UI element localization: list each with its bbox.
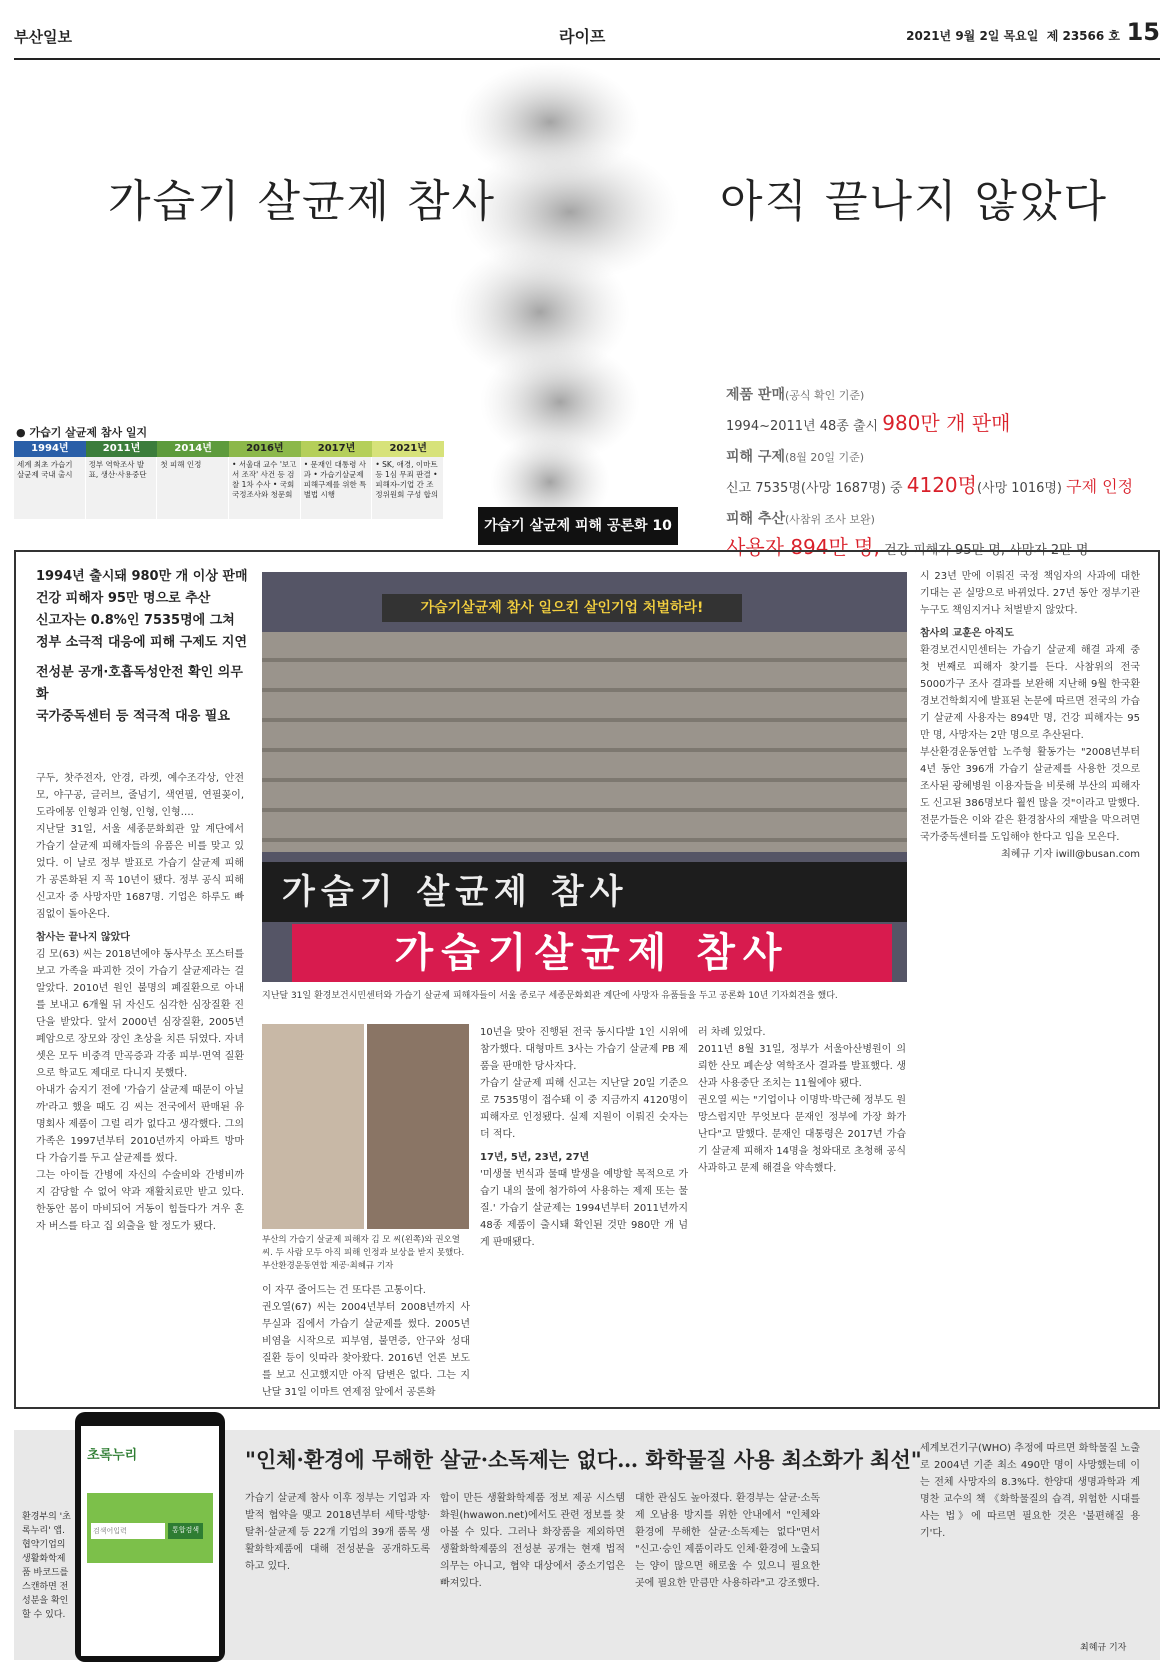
relief-highlight2: 구제 인정	[1066, 477, 1134, 496]
col1-p4: 아내가 숨지기 전에 '가습기 살균제 때문이 아닐까'라고 했을 때도 김 씨는 전국에서 판매된 유명회사 제품이 그럴 리가 없다고 생각했다. 그의 가족은 1997년부터 2010년까지 아파트 방마다 가습기를 두고 살균제를 썼다.	[36, 1085, 244, 1164]
column-5	[920, 568, 1140, 1402]
app-caption: 환경부의 '초록누리' 앱. 협약기업의 생활화학제품 바코드를 스캔하면 전성분을 확인할 수 있다.	[22, 1512, 71, 1620]
app-name: 초록누리	[87, 1448, 138, 1463]
sales-text: 1994~2011년 48종 출시	[726, 419, 883, 434]
photo-banner-bottom: 가습기살균제 참사	[292, 924, 892, 982]
photo-steps	[262, 632, 907, 852]
masthead	[14, 18, 1160, 60]
col1-p2: 지난달 31일, 서울 세종문화회관 앞 계단에서 가습기 살균제 피해자들의 유품은 비를 맞고 있었다. 이 날로 정부 발표로 가습기 살균제 피해가 공론화된 지 꼭 10년이 됐다. 정부 공식 피해 신고자 중 사망자만 1687명. 기업은 하루도 빠짐없이 돌아온다.	[36, 824, 244, 920]
relief-text2: (사망 1016명)	[976, 481, 1067, 496]
bottom-col-2: 합이 만든 생활화학제품 정보 제공 시스템 화원(hwawon.net)에서도 관련 정보를 찾아볼 수 있다. 그러나 화장품을 제외하면 생활화학제품의 전성분 공개는 현재 법적 의무는 아니고, 협약 대상에서 중소기업은 빠져있다.	[440, 1493, 625, 1589]
col3-p3: '미생물 번식과 물때 발생을 예방할 목적으로 가습기 내의 물에 첨가하여 사용하는 제제 또는 물질.' 가습기 살균제는 1994년부터 2011년까지 48종 제품이 출시돼 확인된 것만 980만 개 넘게 판매됐다.	[480, 1169, 688, 1248]
relief-text: 신고 7535명(사망 1687명) 중	[726, 481, 907, 496]
col5-p4: 전문가들은 이와 같은 환경참사의 재발을 막으려면 국가중독센터를 도입해야 한다고 입을 모은다.	[920, 815, 1140, 843]
sales-line	[726, 407, 1166, 436]
col4-p3: 권오열 씨는 "기업이나 이명박·박근혜 정부도 원망스럽지만 무엇보다 문재인 정부에 가장 화가 난다"고 말했다. 문재인 대통령은 2017년 가습기 살균제 피해자 14명을 청와대로 초청해 공식 사과하고 문제 해결을 약속했다.	[698, 1095, 906, 1174]
column-4	[698, 1024, 906, 1402]
col1-p1: 구두, 찻주전자, 안경, 라켓, 예수조각상, 안전모, 야구공, 글러브, 줄넘기, 색연필, 연필꽂이, 도라에몽 인형과 인형, 인형, 인형….	[36, 773, 244, 818]
subhead-5: 전성분 공개·호흡독성안전 확인 의무화	[36, 665, 243, 702]
subhead-4: 정부 소극적 대응에 피해 구제도 지연	[36, 635, 247, 650]
bottom-byline: 최혜규 기자	[1080, 1643, 1127, 1653]
col2-p1: 이 자꾸 줄어드는 건 또다른 고통이다.	[262, 1285, 426, 1296]
timeline-event: • 서울대 교수 '보고서 조작' 사건 등 검찰 1차 수사 • 국회 국정조사와 청문회	[229, 457, 301, 519]
subhead-3: 신고자는 0.8%인 7535명에 그쳐	[36, 613, 235, 628]
main-photo	[262, 572, 907, 982]
feature-caption: 가습기 살균제 피해 공론화 10년	[478, 507, 678, 545]
headline-right: 아직 끝나지 않았다	[720, 176, 1109, 227]
col4-p2: 2011년 8월 31일, 정부가 서울아산병원이 의뢰한 산모 폐손상 역학조사 결과를 발표했다. 생산과 사용중단 조치는 11월에야 됐다.	[698, 1044, 906, 1089]
main-photo-caption: 지난달 31일 환경보건시민센터와 가습기 살균제 피해자들이 서울 종로구 세종문화회관 계단에 사망자 유품들을 두고 공론화 10년 기자회견을 했다.	[262, 991, 838, 1001]
section-name: 라이프	[559, 27, 606, 46]
date-text: 2021년 9월 2일 목요일	[906, 29, 1039, 43]
estimate-text: 건강 피해자 95만 명, 사망자 2만 명	[879, 543, 1089, 558]
col4-p1: 러 차례 있었다.	[698, 1027, 766, 1038]
sales-highlight: 980만 개 판매	[882, 411, 1011, 435]
col5-p2: 환경보건시민센터는 가습기 살균제 해결 과제 중 첫 번째로 피해자 찾기를 든다. 사참위의 전국 5000가구 조사 결과를 보완해 지난해 9월 한국환경보건학회지에 발표된 논문에 따르면 전국의 가습기 살균제 사용자는 894만 명, 건강 피해자는 95만 명, 사망자는 2만 명으로 추산된다.	[920, 645, 1140, 741]
relief-label	[726, 446, 1166, 466]
col5-byline: 최혜규 기자 iwill@busan.com	[1001, 849, 1140, 860]
col1-p3: 김 모(63) 씨는 2018년에야 동사무소 포스터를 보고 가족을 파괴한 것이 가습기 살균제라는 걸 알았다. 2010년 원인 불명의 폐질환으로 아내를 보내고 6개월 뒤 자신도 심각한 심장질환 진단을 받았다. 앞서 2000년 심장질환, 2005년 폐암으로 장모와 장인 초상을 치른 뒤였다. 자녀 셋은 모두 비중격 만곡증과 각종 피부·면역 질환으로 학교도 제대로 다니지 못했다.	[36, 949, 244, 1079]
bottom-col-1: 가습기 살균제 참사 이후 정부는 기업과 자발적 협약을 맺고 2018년부터 세탁·방향·탈취·살균제 등 22개 기업의 39개 품목 생활화학제품에 대해 전성분을 공개하도록 하고 있다.	[245, 1493, 430, 1572]
sales-label-text: 제품 판매	[726, 387, 785, 403]
page-number: 15	[1126, 18, 1160, 46]
timeline-event: • SK, 애경, 이마트 등 1심 무죄 판결 • 피해자-기업 간 조정위원회 구성 합의	[372, 457, 444, 519]
estimate-label-text: 피해 추산	[726, 511, 785, 527]
smoke-illustration	[400, 62, 700, 542]
timeline-year: 2021년	[372, 441, 444, 457]
timeline-title: ● 가습기 살균제 참사 일지	[16, 426, 148, 439]
phone-illustration	[75, 1412, 225, 1662]
estimate-note: (사참위 조사 보완)	[784, 513, 875, 526]
timeline	[14, 441, 444, 519]
bottom-headline: "인체·환경에 무해한 살균·소독제는 없다… 화학물질 사용 최소화가 최선"	[245, 1447, 922, 1472]
timeline-event: • 문재인 대통령 사과 • 가습기살균제 피해구제를 위한 특별법 시행	[301, 457, 373, 519]
col3-heading: 17년, 5년, 23년, 27년	[480, 1152, 590, 1163]
subhead-6: 국가중독센터 등 적극적 대응 필요	[36, 709, 230, 724]
timeline-title-text: 가습기 살균제 참사 일지	[29, 426, 148, 439]
column-1	[36, 770, 244, 1400]
relief-note: (8월 20일 기준)	[784, 451, 865, 464]
app-search-input[interactable]	[91, 1523, 165, 1539]
issue-number: 제 23566 호	[1046, 29, 1120, 43]
stats-box	[726, 380, 1166, 570]
issue-date	[906, 27, 1120, 44]
photo-banner-top: 가습기살균제 참사 일으킨 살인기업 처벌하라!	[382, 594, 742, 622]
estimate-highlight: 사용자 894만 명,	[726, 535, 880, 559]
col2-p2: 권오열(67) 씨는 2004년부터 2008년까지 사무실과 집에서 가습기 살균제를 썼다. 2005년 비염을 시작으로 피부염, 불면증, 안구와 성대 질환 등이 잇따라 찾아왔다. 2016년 언론 보도를 보고 신고했지만 아직 답변은 없다. 그는 지난달 31일 이마트 연제점 앞에서 공론화	[262, 1302, 470, 1398]
phone-screen	[81, 1426, 219, 1656]
estimate-label	[726, 508, 1166, 528]
subheads	[36, 566, 251, 728]
subhead-1: 1994년 출시돼 980만 개 이상 판매	[36, 569, 248, 584]
timeline-event: 첫 피해 인정	[157, 457, 229, 519]
paper-name: 부산일보	[14, 28, 72, 46]
column-3	[480, 1024, 688, 1402]
col5-p3: 부산환경운동연합 노주형 활동가는 "2008년부터 4년 동안 396개 가습기 살균제를 사용한 것으로 조사된 광혜병원 이용자들을 비롯해 부산의 피해자도 신고된 386명보다 훨씬 많을 것"이라고 말했다.	[920, 747, 1140, 809]
sales-note: (공식 확인 기준)	[784, 389, 865, 402]
app-banner	[87, 1493, 213, 1563]
relief-label-text: 피해 구제	[726, 449, 785, 465]
timeline-year: 2014년	[157, 441, 229, 457]
bottom-col-4: 세계보건기구(WHO) 추정에 따르면 화학물질 노출로 2004년 기준 최소 490만 명이 사망했는데 이는 전체 사망자의 8.3%다. 한양대 생명과학과 계명찬 교수의 책 《화학물질의 습격, 위험한 시대를 사는 법》에 따르면 필요한 것은 '불편해질 용기'다.	[920, 1443, 1140, 1539]
timeline-year: 2016년	[229, 441, 301, 457]
col1-heading: 참사는 끝나지 않았다	[36, 932, 130, 943]
col3-p2: 가습기 살균제 피해 신고는 지난달 20일 기준으로 7535명이 접수돼 이 중 지금까지 4120명이 피해자로 인정됐다. 실제 지원이 이뤄진 숫자는 더 적다.	[480, 1078, 688, 1140]
subhead-2: 건강 피해자 95만 명으로 추산	[36, 591, 211, 606]
photo-banner-middle: 가습기 살균제 참사	[262, 862, 907, 922]
timeline-year: 2017년	[301, 441, 373, 457]
relief-highlight: 4120명	[906, 473, 977, 497]
col3-p1: 10년을 맞아 진행된 전국 동시다발 1인 시위에 참가했다. 대형마트 3사는 가습기 살균제 PB 제품을 판매한 당사자다.	[480, 1027, 688, 1072]
bottom-col-3: 대한 관심도 높아졌다. 환경부는 살균·소독제 오남용 방지를 위한 안내에서 "인체와 환경에 무해한 살균·소독제는 없다"면서 "신고·승인 제품이라도 인체·환경에 노출되는 양이 많으면 해로울 수 있으니 필요한 곳에 필요한 만큼만 사용하라"고 강조했다.	[635, 1493, 820, 1589]
app-search-button[interactable]: 통합검색	[168, 1523, 203, 1539]
timeline-event: 세계 최초 가습기 살균제 국내 출시	[14, 457, 86, 519]
col1-p5: 그는 아이들 간병에 자신의 수술비와 간병비까지 감당할 수 없어 약과 재활치료만 받고 있다. 한동안 몸이 마비되어 거동이 힘들다가 겨우 혼자 버스를 타고 집 외출을 할 정도가 됐다.	[36, 1170, 244, 1232]
col5-p1: 시 23년 만에 이뤄진 국정 책임자의 사과에 대한 기대는 곧 실망으로 바뀌었다. 27년 동안 정부기관 누구도 책임지거나 처벌받지 않았다.	[920, 571, 1140, 616]
headline-left: 가습기 살균제 참사	[108, 176, 497, 227]
timeline-year: 2011년	[86, 441, 158, 457]
victim-photo-right	[367, 1024, 469, 1229]
timeline-year: 1994년	[14, 441, 86, 457]
victim-photo-caption: 부산의 가습기 살균제 피해자 김 모 씨(왼쪽)와 권오열 씨. 두 사람 모두 아직 피해 인정과 보상을 받지 못했다. 부산환경운동연합 제공·최혜규 기자	[262, 1235, 465, 1271]
column-2	[262, 1282, 470, 1402]
timeline-event: 정부 역학조사 발표, 생산·사용중단	[86, 457, 158, 519]
sales-label	[726, 384, 1166, 404]
relief-line	[726, 469, 1166, 498]
victim-photo-left	[262, 1024, 364, 1229]
col5-heading: 참사의 교훈은 아직도	[920, 628, 1014, 639]
